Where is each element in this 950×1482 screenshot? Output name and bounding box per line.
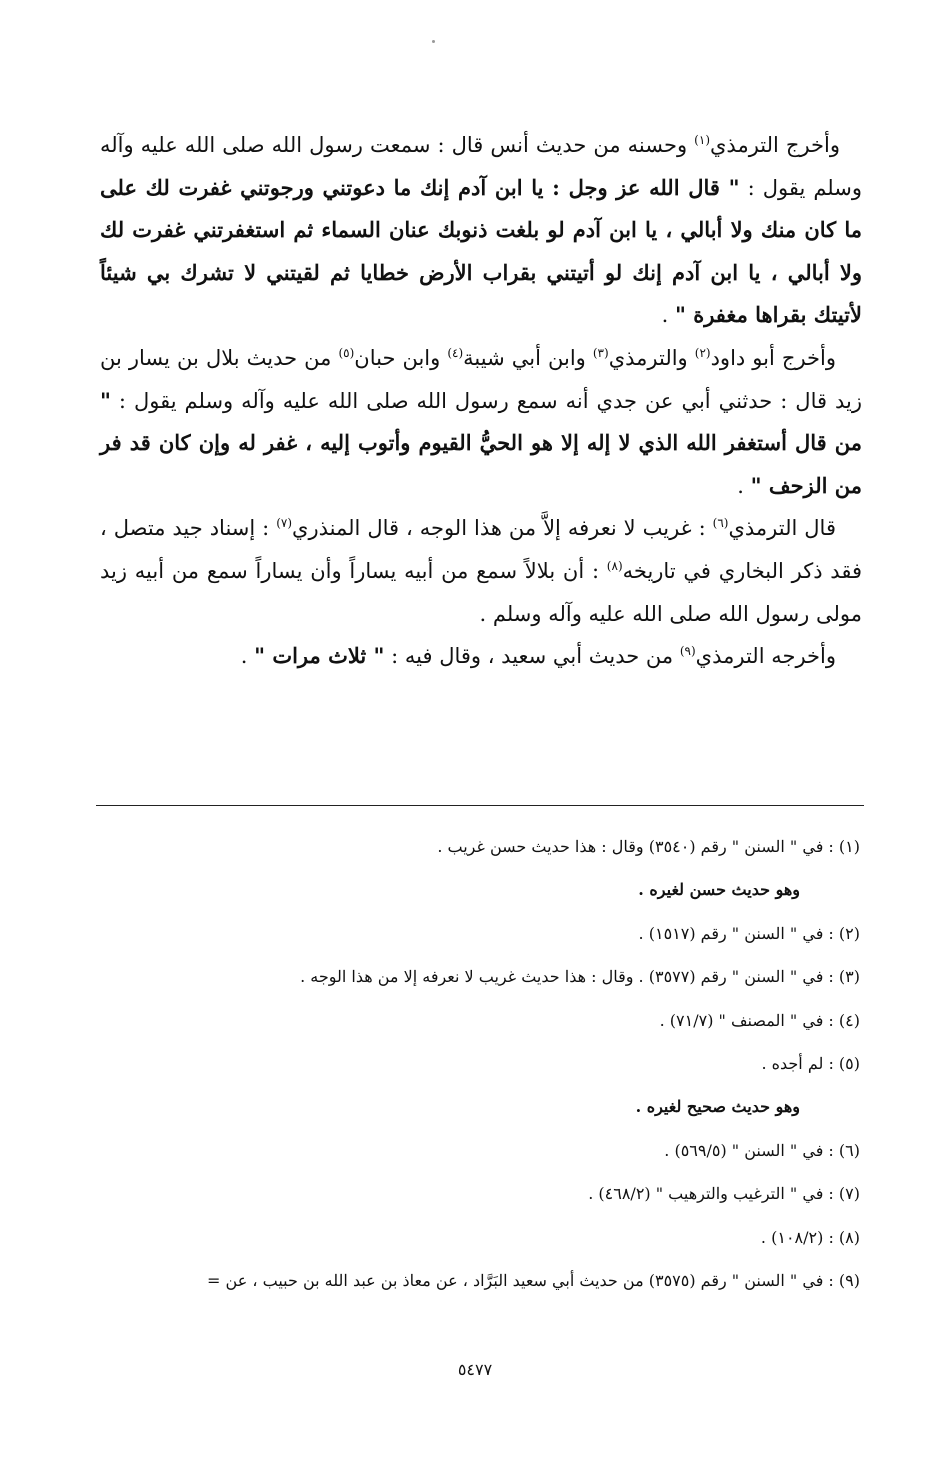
footnote-6: (٦) : في " السنن " (٥٦٩/٥) . (664, 1140, 860, 1160)
footnote-4: (٤) : في " المصنف " (٧١/٧) . (659, 1010, 860, 1030)
paragraph-3 (100, 507, 862, 635)
footnote-ref-1[interactable]: (١) (694, 133, 710, 147)
text-run: وأخرجه الترمذي (695, 644, 836, 669)
footnote-1: (١) : في " السنن " رقم (٣٥٤٠) وقال : هذا حديث حسن غريب . (437, 837, 860, 856)
text-run: قال الترمذي (728, 516, 836, 541)
scan-speck (432, 40, 435, 43)
text-run: . (661, 303, 675, 328)
text-run: وابن أبي شيبة (463, 345, 593, 370)
text-run: وأخرج أبو داود (710, 345, 836, 370)
text-run: . (240, 644, 255, 669)
text-run: : غريب لا نعرفه إلاَّ من هذا الوجه ، قال المنذري (292, 516, 713, 541)
footnote-8: (٨) : (١٠٨/٢) . (760, 1227, 860, 1247)
footnote-1-grading: وهو حديث حسن لغيره . (638, 880, 800, 900)
text-run: من حديث أبي سعيد ، وقال فيه : (384, 644, 680, 669)
footnote-ref-9[interactable]: (٩) (679, 644, 696, 659)
text-run: وأخرج الترمذي (710, 133, 841, 157)
paragraph-2 (100, 337, 862, 507)
footnote-7: (٧) : في " الترغيب والترهيب " (٤٦٨/٢) . (588, 1184, 860, 1204)
footnote-ref-4[interactable]: (٤) (447, 345, 464, 360)
hadith-quote: " ثلاث مرات " (254, 643, 385, 669)
footnote-ref-8[interactable]: (٨) (606, 558, 623, 573)
footnote-ref-6[interactable]: (٦) (712, 516, 729, 531)
footnote-9: (٩) : في " السنن " رقم (٣٥٧٥) من حديث أبي سعيد البَرَّاد ، عن معاذ بن عبد الله بن حبيب ، عن = (207, 1271, 860, 1291)
text-run: : أن بلالاً سمع من أبيه يساراً وأن يساراً سمع من أبيه زيد مولى رسول الله صلى الله عليه وآله وسلم . (100, 558, 862, 626)
footnote-5: (٥) : لم أجده . (761, 1054, 860, 1074)
hadith-quote: " من قال أستغفر الله الذي لا إله إلا هو الحيُّ القيوم وأتوب إليه ، غفر له وإن كان قد فر من الزحف " (100, 387, 862, 498)
footnote-ref-3[interactable]: (٣) (592, 345, 609, 360)
text-run: وابن حبان (354, 345, 448, 370)
paragraph-4 (100, 635, 862, 678)
paragraph-1 (100, 124, 862, 337)
text-run: من حديث بلال بن يسار بن زيد قال : حدثني أبي عن جدي أنه سمع رسول الله صلى الله عليه وآله وسلم يقول : (100, 345, 862, 413)
footnote-3: (٣) : في " السنن " رقم (٣٥٧٧) . وقال : هذا حديث غريب لا نعرفه إلا من هذا الوجه . (300, 967, 860, 987)
footnote-ref-5[interactable]: (٥) (338, 345, 355, 360)
footnote-5-grading: وهو حديث صحيح لغيره . (635, 1097, 800, 1117)
footnote-ref-2[interactable]: (٢) (694, 345, 711, 360)
footnote-ref-7[interactable]: (٧) (276, 516, 293, 531)
page-number: ٥٤٧٧ (457, 1360, 493, 1379)
text-run: وحسنه من حديث أنس قال : سمعت رسول الله صلى الله عليه وآله وسلم يقول : (100, 133, 862, 200)
text-run: : إسناد جيد متصل ، فقد ذكر البخاري في تاريخه (100, 516, 862, 583)
text-run: والترمذي (608, 345, 695, 370)
hadith-quote: " قال الله عز وجل : يا ابن آدم إنك ما دعوتني ورجوتني غفرت لك على ما كان منك ولا أبالي ، يا ابن آدم لو بلغت ذنوبك عنان السماء ثم استغفرتني غفرت لك ولا أبالي ، يا ابن آدم إنك لو أتيتني بقراب الأرض خطايا ثم لقيتني لا تشرك بي شيئاً لأتيتك بقراها مغفرة " (100, 174, 862, 328)
footnotes (160, 825, 860, 1302)
text-run: . (737, 473, 751, 498)
footnote-2: (٢) : في " السنن " رقم (١٥١٧) . (638, 923, 860, 943)
main-text (100, 124, 862, 678)
footnote-divider (96, 805, 864, 806)
